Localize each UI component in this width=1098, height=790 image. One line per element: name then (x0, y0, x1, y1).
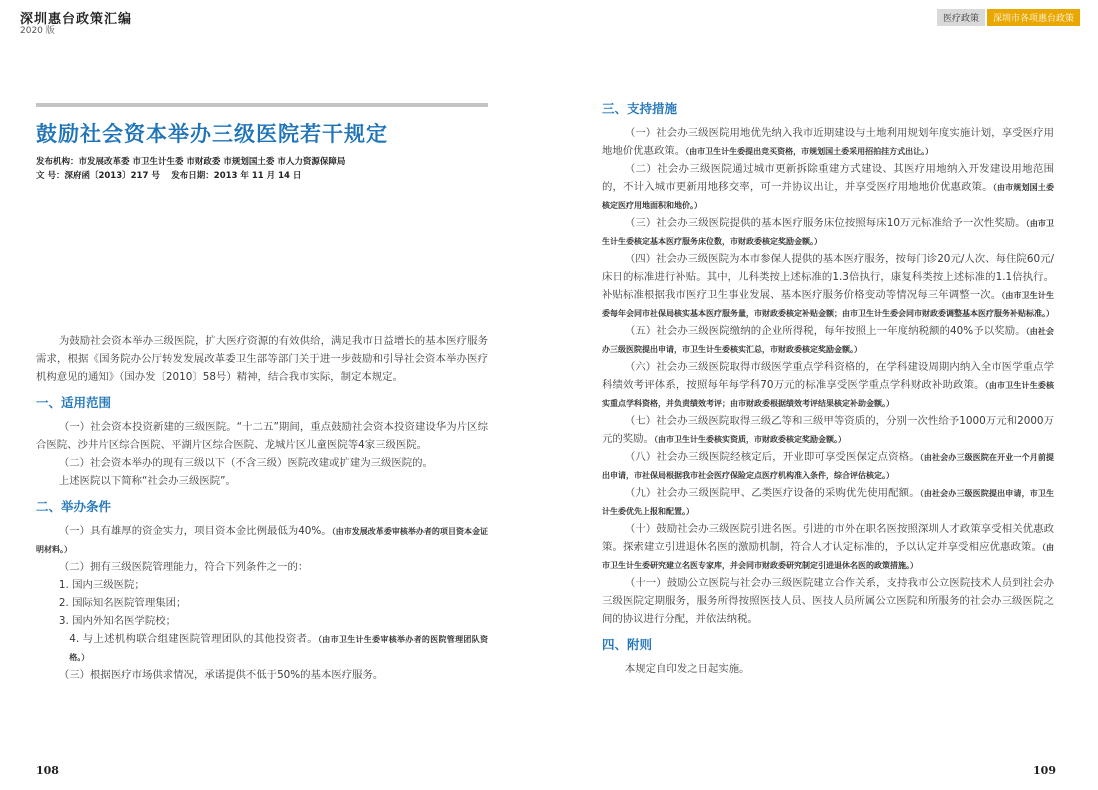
condition-list-2: 2. 国际知名医院管理集团； (58, 597, 187, 609)
support-10-note: （由市卫生计生委研究建立名医专家库，并会同市财政委研究制定引进退休名医的政策措施。） (602, 542, 1055, 570)
support-2-note: （由市规划国土委核定医疗用地面积和地价。） (602, 182, 1054, 210)
support-5-text: （五）社会办三级医院缴纳的企业所得税，每年按照上一年度纳税额的40%予以奖励。 (624, 325, 1026, 337)
header-tags (937, 9, 1080, 26)
tag-shenzhen-policies: 深圳市各项惠台政策 (987, 9, 1080, 26)
page-number-left: 108 (36, 764, 59, 777)
section-heading-support: 三、支持措施 (602, 101, 678, 116)
support-item-4 (602, 250, 1054, 322)
left-column (36, 332, 488, 684)
condition-item-3: （三）根据医疗市场供求情况，承诺提供不低于50%的基本医疗服务。 (58, 669, 384, 681)
document-title: 鼓励社会资本举办三级医院若干规定 (36, 122, 388, 146)
document-number: 文 号：深府函〔2013〕217 号 发布日期：2013 年 11 月 14 日 (36, 171, 302, 181)
support-item-11: （十一）鼓励公立医院与社会办三级医院建立合作关系，支持我市公立医院技术人员到社会办三级医院定期服务，服务所得按照医技人员、医技人员所属公立医院和所服务的社会办三级医院之间的协议进行分配，并依法纳税。 (602, 577, 1054, 625)
condition-list-4-note: （由市卫生计生委审核举办者的医院管理团队资格。） (69, 634, 489, 662)
support-1-text: （一）社会办三级医院用地优先纳入我市近期建设与土地利用规划年度实施计划，享受医疗用地地价优惠政策。 (602, 127, 1054, 157)
scope-item-1: （一）社会资本投资新建的三级医院。“十二五”期间，重点鼓励社会资本投资建设华为片区综合医院、沙井片区综合医院、平湖片区综合医院、龙城片区儿童医院等4家三级医院。 (36, 421, 488, 451)
condition-item-2: （二）拥有三级医院管理能力，符合下列条件之一的： (58, 561, 309, 573)
support-1-note: （由市卫生计生委提出竞买资格，市规划国土委采用招拍挂方式出让。） (685, 146, 934, 156)
section-heading-scope: 一、适用范围 (36, 395, 112, 410)
section-heading-conditions: 二、举办条件 (36, 499, 112, 514)
page-number-right: 109 (1033, 764, 1056, 777)
support-3-text: （三）社会办三级医院提供的基本医疗服务床位按照每床10万元标准给予一次性奖励。 (624, 217, 1026, 229)
support-5-note: （由社会办三级医院提出申请，市卫生计生委核实汇总，市财政委核定奖励金额。） (602, 326, 1055, 354)
support-8-note: （由社会办三级医院在开业一个月前提出申请，市社保局根据我市社会医疗保险定点医疗机构准入条件，综合评估核定。） (602, 452, 1054, 480)
tag-medical-policy: 医疗政策 (937, 9, 985, 26)
support-10-text: （十）鼓励社会办三级医院引进名医。引进的市外在职名医按照深圳人才政策享受相关优惠政策。探索建立引进退休名医的激励机制，符合人才认定标准的，予以认定并享受相应优惠政策。 (602, 523, 1054, 553)
support-7-note: （由市卫生计生委核实资质，市财政委核定奖励金额。） (653, 434, 846, 444)
scope-item-2: （二）社会资本举办的现有三级以下（不含三级）医院改建或扩建为三级医院的。 (58, 457, 433, 469)
support-item-2 (602, 160, 1054, 214)
condition-list-3: 3. 国内外知名医学院校； (58, 615, 176, 627)
supplementary-text: 本规定自印发之日起实施。 (624, 663, 750, 675)
condition-item-1 (36, 522, 488, 558)
support-7-text: （七）社会办三级医院取得三级乙等和三级甲等资质的，分别一次性给予1000万元和2000万元的奖励。 (602, 415, 1054, 445)
support-item-6 (602, 358, 1054, 412)
support-9-text: （九）社会办三级医院甲、乙类医疗设备的采购优先使用配额。 (624, 487, 920, 499)
support-6-note: （由市卫生计生委核实重点学科资格，并负责绩效考评；由市财政委根据绩效考评结果核定补助金额。） (602, 380, 1055, 408)
scope-note: 上述医院以下简称“社会办三级医院”。 (58, 475, 236, 487)
support-item-9 (602, 484, 1054, 520)
condition-1-text: （一）具有雄厚的资金实力，项目资本金比例最低为40%。 (58, 525, 332, 537)
right-column (602, 100, 1054, 678)
support-2-text: （二）社会办三级医院通过城市更新拆除重建方式建设、其医疗用地纳入开发建设用地范围的，不计入城市更新用地移交率，可一并协议出让，并享受医疗用地地价优惠政策。 (602, 163, 1054, 193)
support-4-note: （由市卫生计生委每年会同市社保局核实基本医疗服务量，市财政委核定补贴金额；由市卫生计生委会同市财政委调整基本医疗服务补贴标准。） (602, 290, 1054, 318)
support-3-note: （由市卫生计生委核定基本医疗服务床位数，市财政委核定奖励金额。） (602, 218, 1055, 246)
support-8-text: （八）社会办三级医院经核定后，开业即可享受医保定点资格。 (624, 451, 920, 463)
support-4-text: （四）社会办三级医院为本市参保人提供的基本医疗服务，按每门诊20元/人次、每住院60元/床日的标准进行补贴。其中，儿科类按上述标准的1.3倍执行，康复科类按上述标准的1.1倍执行。补贴标准根据我市医疗卫生事业发展、基本医疗服务价格变动等情况每三年调整一次。 (602, 253, 1054, 301)
title-divider (36, 103, 488, 107)
support-item-1 (602, 124, 1054, 160)
book-title: 深圳惠台政策汇编 (20, 12, 133, 27)
support-item-5 (602, 322, 1054, 358)
condition-1-note: （由市发展改革委审核举办者的项目资本金证明材料。） (36, 526, 489, 554)
condition-list-4-text: 4. 与上述机构联合组建医院管理团队的其他投资者。 (69, 633, 318, 645)
condition-list-1: 1. 国内三级医院； (58, 579, 145, 591)
support-item-8 (602, 448, 1054, 484)
issuing-agencies: 发布机构：市发展改革委 市卫生计生委 市财政委 市规划国土委 市人力资源保障局 (36, 157, 346, 167)
support-6-text: （六）社会办三级医院取得市级医学重点学科资格的，在学科建设周期内纳入全市医学重点学科绩效考评体系，按照每年每学科70万元的标准享受医学重点学科财政补助政策。 (602, 361, 1054, 391)
intro-paragraph: 为鼓励社会资本举办三级医院，扩大医疗资源的有效供给，满足我市日益增长的基本医疗服务需求，根据《国务院办公厅转发发展改革委卫生部等部门关于进一步鼓励和引导社会资本举办医疗机构意见的通知》（国办发〔2010〕58号）精神，结合我市实际，制定本规定。 (36, 335, 488, 383)
support-item-3 (602, 214, 1054, 250)
book-year: 2020 版 (20, 26, 55, 36)
condition-list-4 (36, 630, 488, 666)
support-9-note: （由社会办三级医院提出申请，市卫生计生委优先上报和配置。） (602, 488, 1054, 516)
support-item-10 (602, 520, 1054, 574)
section-heading-supplementary: 四、附则 (602, 637, 653, 652)
support-item-7 (602, 412, 1054, 448)
